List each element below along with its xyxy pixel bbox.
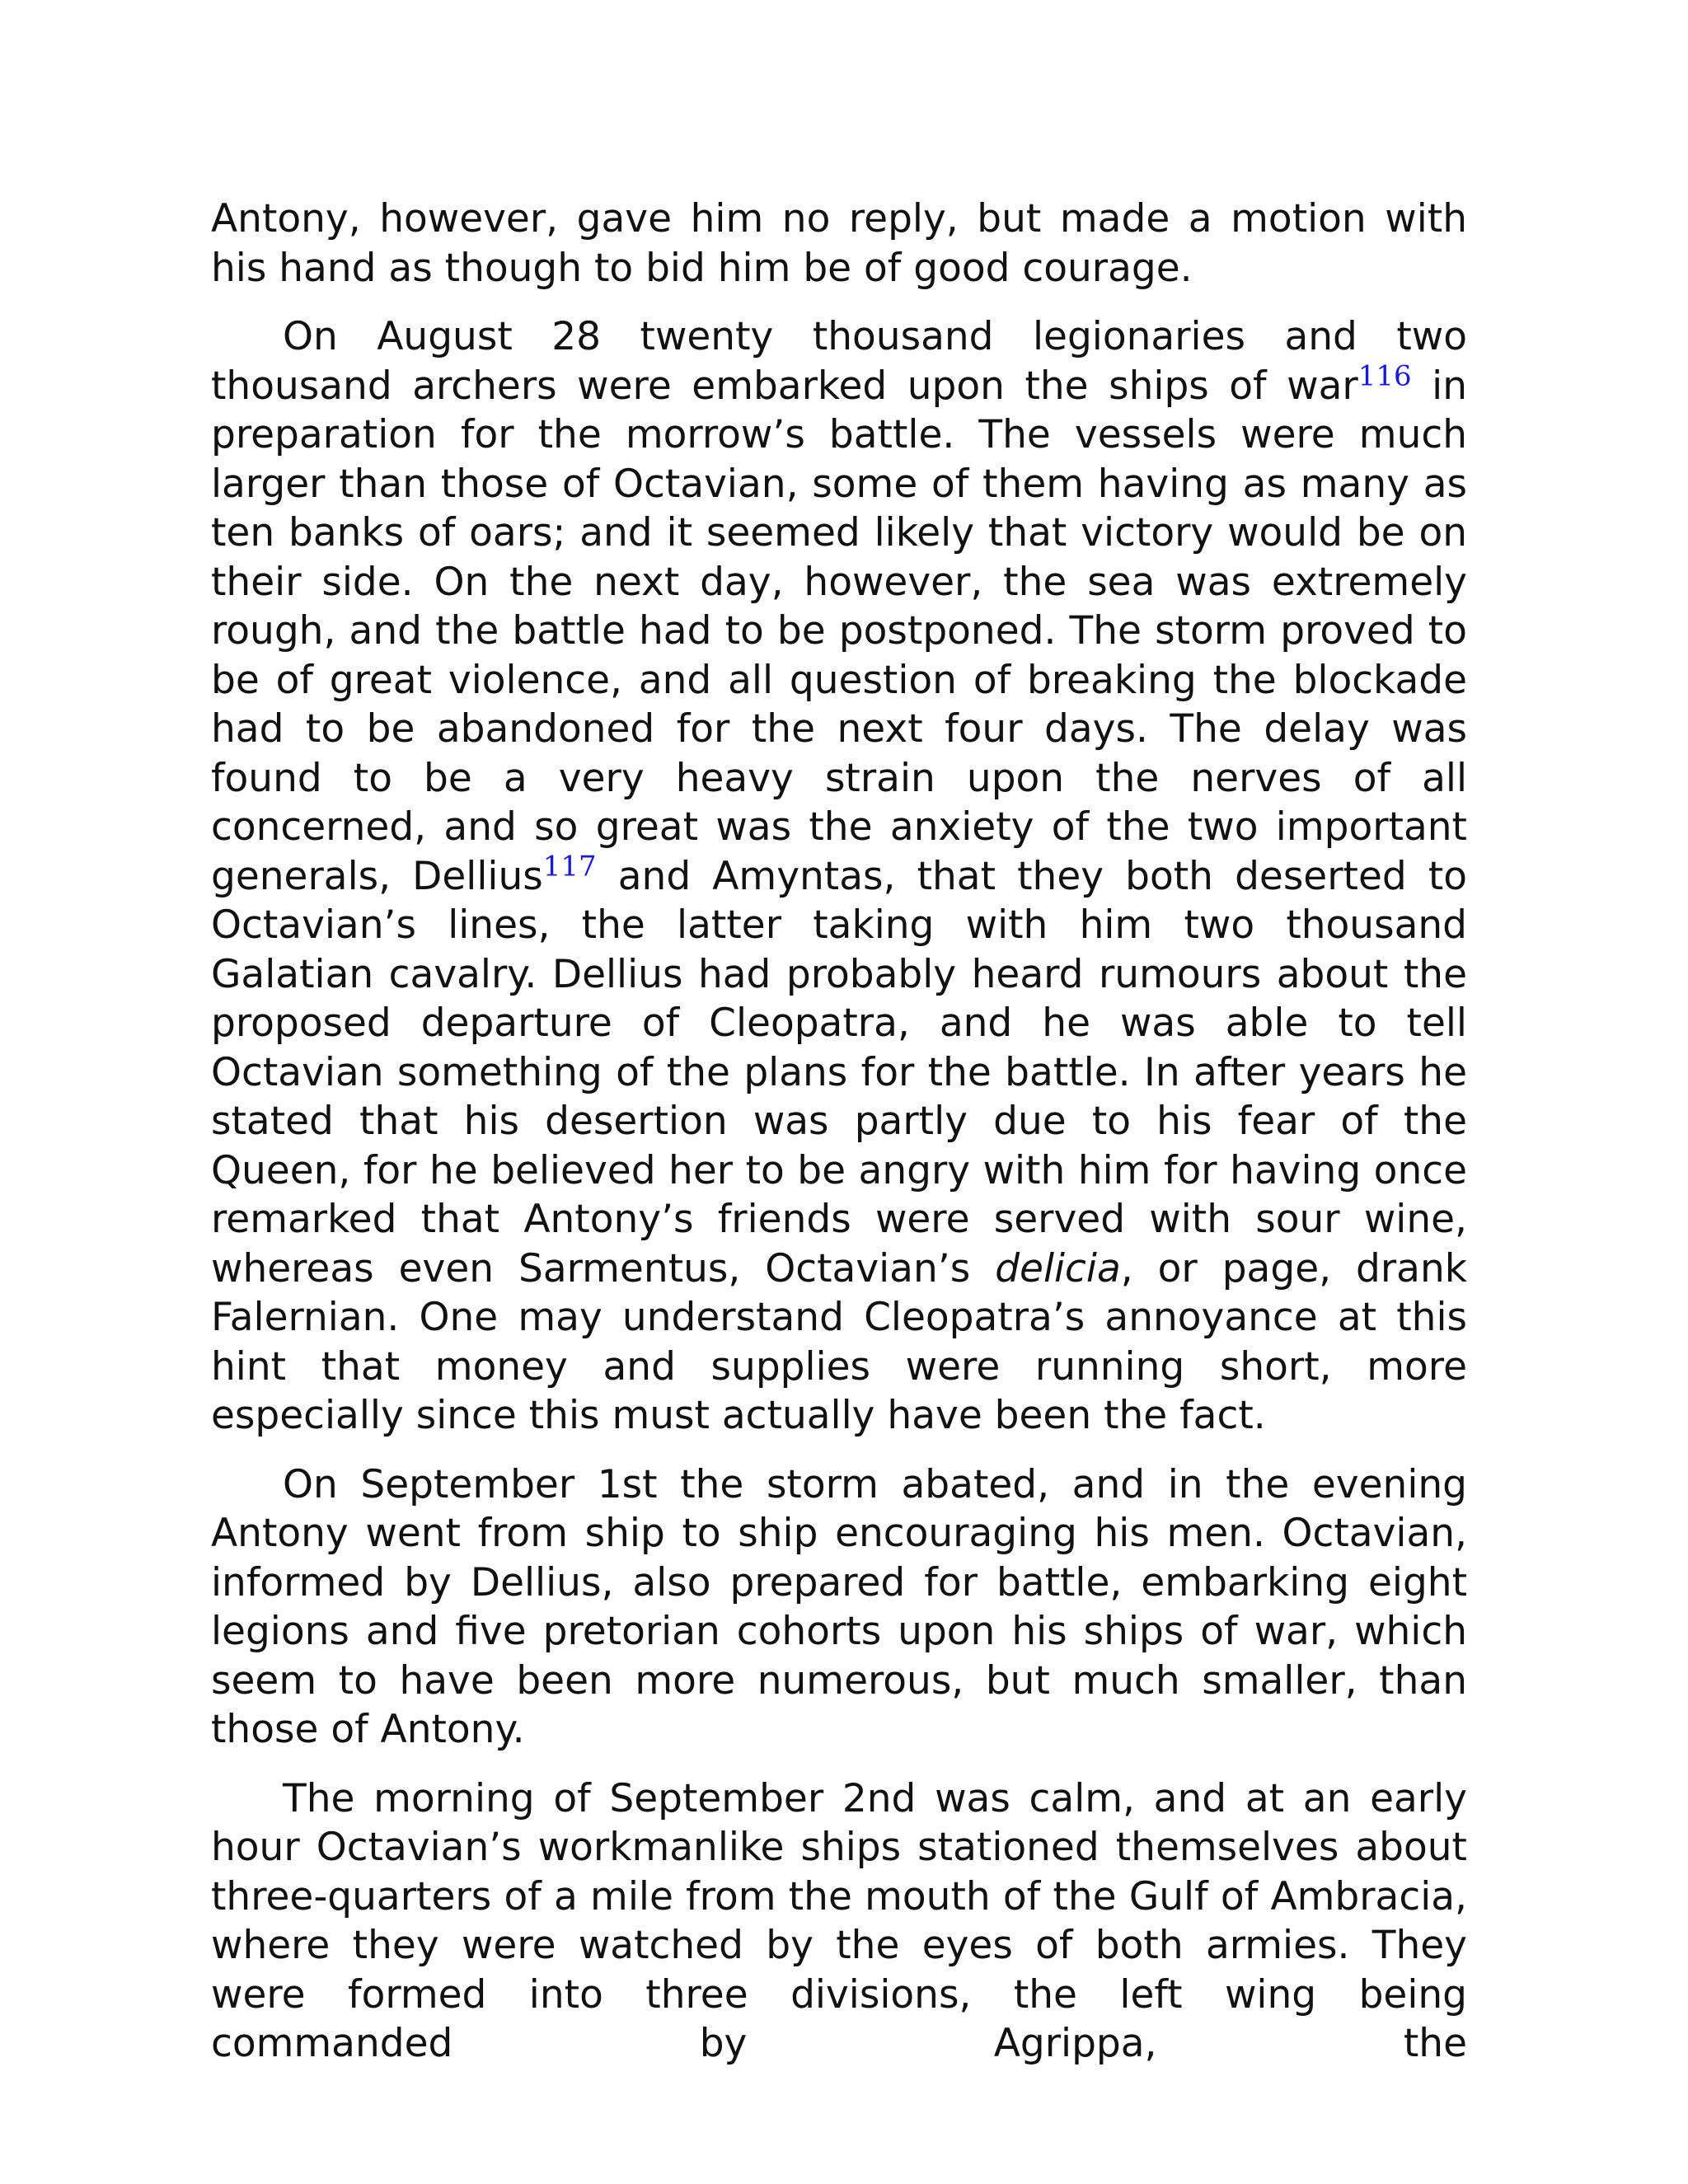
paragraph-text: , or page, drank Falernian. One may understand Cleopatra’s annoyance at this hint that money and supplies were running short, more especially since this must actually have been the fact. (211, 1245, 1467, 1438)
paragraph-2 (211, 312, 1467, 1441)
paragraph-text: On August 28 twenty thousand legionaries and two thousand archers were embarked upon the ships of war (211, 314, 1467, 409)
paragraph-text: The morning of September 2nd was calm, and at an early hour Octavian’s workmanlike ships stationed themselves about three-quarters of a mile from the mouth of the Gulf of Ambracia, where they were watched by the eyes of both armies. They were formed into three divisions, the left wing being commanded by Agrippa, the (211, 1775, 1467, 2066)
footnote-link-117[interactable]: 117 (542, 849, 597, 883)
book-page (211, 194, 1467, 2088)
paragraph-1 (211, 194, 1467, 293)
paragraph-4 (211, 1774, 1467, 2069)
paragraph-3 (211, 1460, 1467, 1755)
paragraph-text: Antony, however, gave him no reply, but made a motion with his hand as though to bid him be of good courage. (211, 196, 1467, 291)
paragraph-text: in preparation for the morrow’s battle. The vessels were much larger than those of Octavian, some of them having as many as ten banks of oars; and it seemed likely that victory would be on their side. On the next day, however, the sea was extremely rough, and the battle had to be postponed. The storm proved to be of great violence, and all question of breaking the blockade had to be abandoned for the next four days. The delay was found to be a very heavy strain upon the nerves of all concerned, and so great was the anxiety of the two important generals, Dellius (211, 363, 1468, 899)
paragraph-text: On September 1st the storm abated, and in the evening Antony went from ship to ship encouraging his men. Octavian, informed by Dellius, also prepared for battle, embarking eight legions and five pretorian cohorts upon his ships of war, which seem to have been more numerous, but much smaller, than those of Antony. (211, 1461, 1467, 1752)
paragraph-text: and Amyntas, that they both deserted to Octavian’s lines, the latter taking with him two thousand Galatian cavalry. Dellius had probably heard rumours about the proposed departure of Cleopatra, and he was able to tell Octavian something of the plans for the battle. In after years he stated that his desertion was partly due to his fear of the Queen, for he believed her to be angry with him for having once remarked that Antony’s friends were served with sour wine, whereas even Sarmentus, Octavian’s (211, 853, 1468, 1291)
footnote-link-116[interactable]: 116 (1357, 359, 1412, 392)
italic-term: delicia (995, 1245, 1121, 1291)
